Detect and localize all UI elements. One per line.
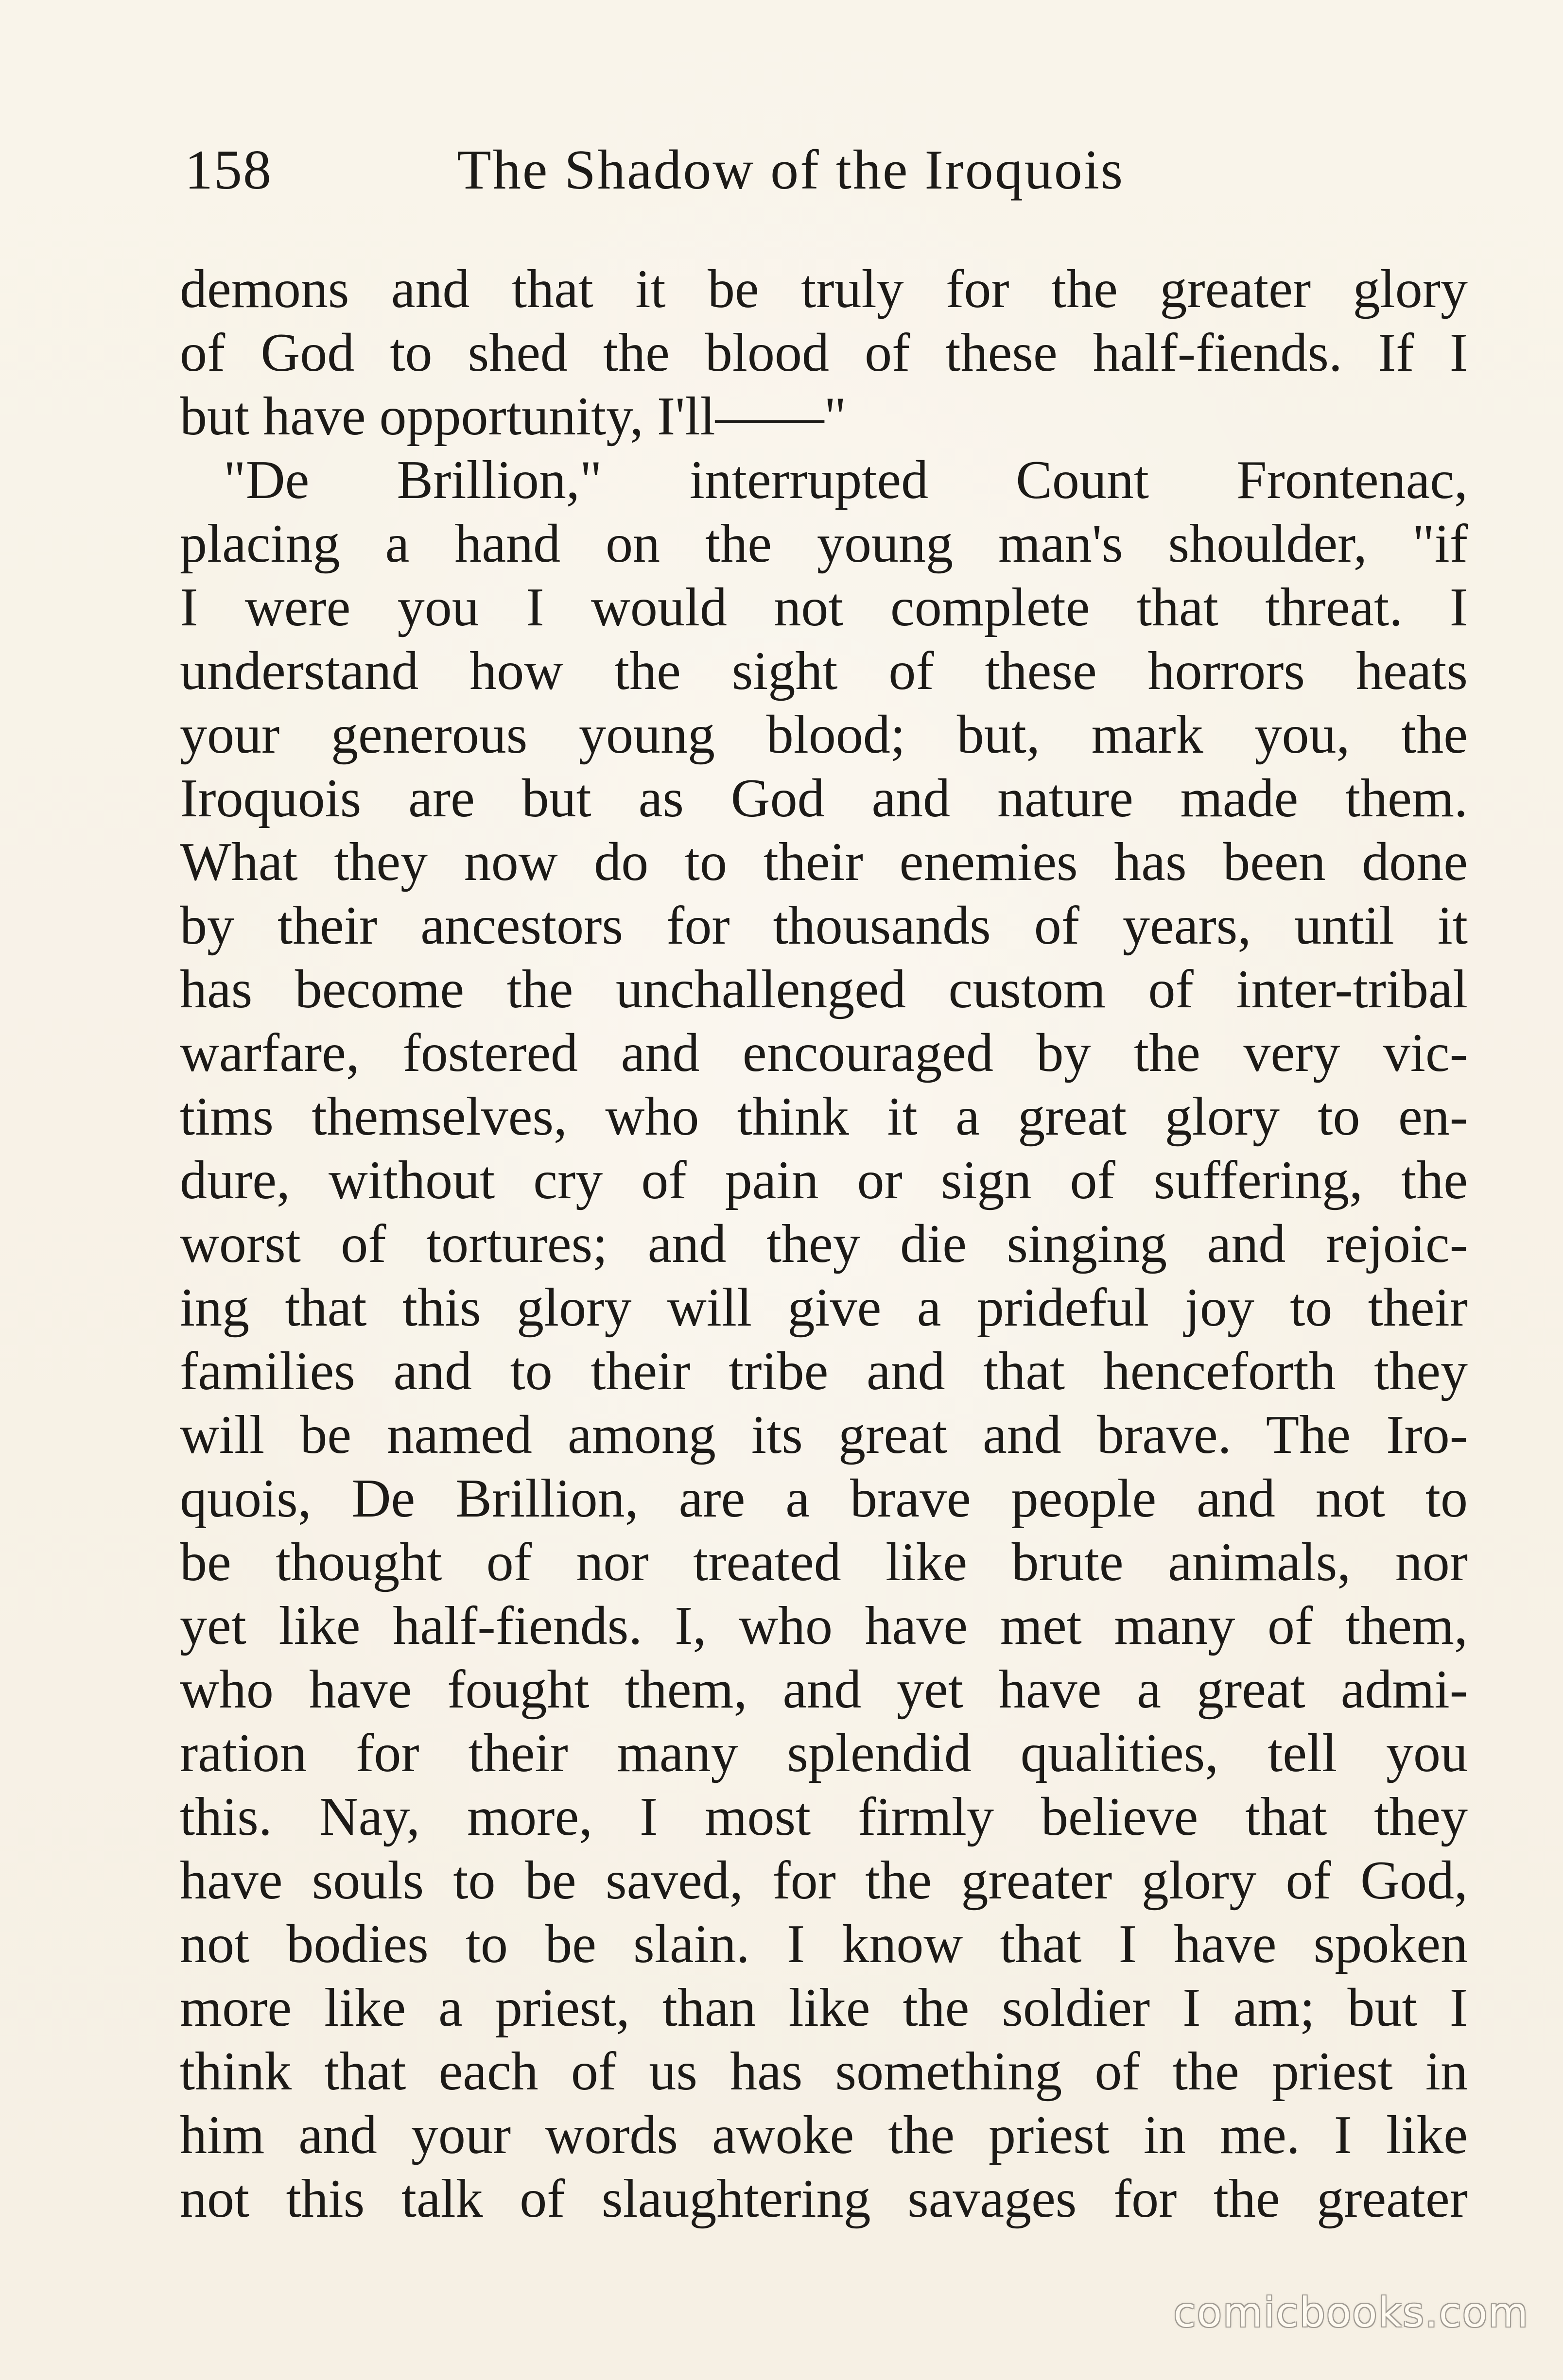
- text-line: demons and that it be truly for the greater glory: [180, 259, 1468, 319]
- text-line: not this talk of slaughtering savages for the greater: [180, 2169, 1468, 2229]
- text-line: yet like half-fiends. I, who have met many of them,: [180, 1596, 1468, 1656]
- text-line: warfare, fostered and encouraged by the very vic-: [180, 1023, 1468, 1083]
- text-line: understand how the sight of these horrors heats: [180, 641, 1468, 701]
- text-line: ing that this glory will give a prideful joy to their: [180, 1277, 1468, 1338]
- text-line: will be named among its great and brave. The Iro-: [180, 1405, 1468, 1465]
- text-line: placing a hand on the young man's shoulder, "if: [180, 514, 1468, 574]
- text-line: Iroquois are but as God and nature made them.: [180, 768, 1468, 828]
- text-line: ration for their many splendid qualities, tell you: [180, 1723, 1468, 1783]
- text-line: who have fought them, and yet have a great admi-: [180, 1659, 1468, 1720]
- running-title: The Shadow of the Iroquois: [457, 139, 1125, 201]
- text-line: tims themselves, who think it a great glory to en-: [180, 1087, 1468, 1147]
- text-line: "De Brillion," interrupted Count Frontenac,: [224, 450, 1468, 510]
- text-line: dure, without cry of pain or sign of suffering, the: [180, 1150, 1468, 1210]
- text-line: not bodies to be slain. I know that I have spoken: [180, 1914, 1468, 1974]
- text-line: be thought of nor treated like brute animals, nor: [180, 1532, 1468, 1592]
- body-text: [180, 258, 1468, 2250]
- text-line: families and to their tribe and that henceforth they: [180, 1341, 1468, 1401]
- text-line: more like a priest, than like the soldier I am; but I: [180, 1978, 1468, 2038]
- text-line: your generous young blood; but, mark you, the: [180, 705, 1468, 765]
- text-line: have souls to be saved, for the greater glory of God,: [180, 1850, 1468, 1911]
- page-header: [185, 134, 1473, 207]
- text-line: this. Nay, more, I most firmly believe that they: [180, 1787, 1468, 1847]
- text-line: but have opportunity, I'll——": [180, 386, 847, 447]
- watermark: comicbooks.com: [1173, 2289, 1529, 2336]
- text-line: quois, De Brillion, are a brave people and not to: [180, 1468, 1468, 1529]
- text-line: worst of tortures; and they die singing and rejoic-: [180, 1214, 1468, 1274]
- text-line: of God to shed the blood of these half-fiends. If I: [180, 323, 1468, 383]
- text-line: What they now do to their enemies has been done: [180, 832, 1468, 892]
- text-line: has become the unchallenged custom of inter-tribal: [180, 959, 1468, 1019]
- text-line: by their ancestors for thousands of years, until it: [180, 896, 1468, 956]
- page-number: 158: [185, 139, 272, 201]
- text-line: I were you I would not complete that threat. I: [180, 577, 1468, 638]
- text-line: him and your words awoke the priest in me. I like: [180, 2105, 1468, 2165]
- text-line: think that each of us has something of the priest in: [180, 2041, 1468, 2102]
